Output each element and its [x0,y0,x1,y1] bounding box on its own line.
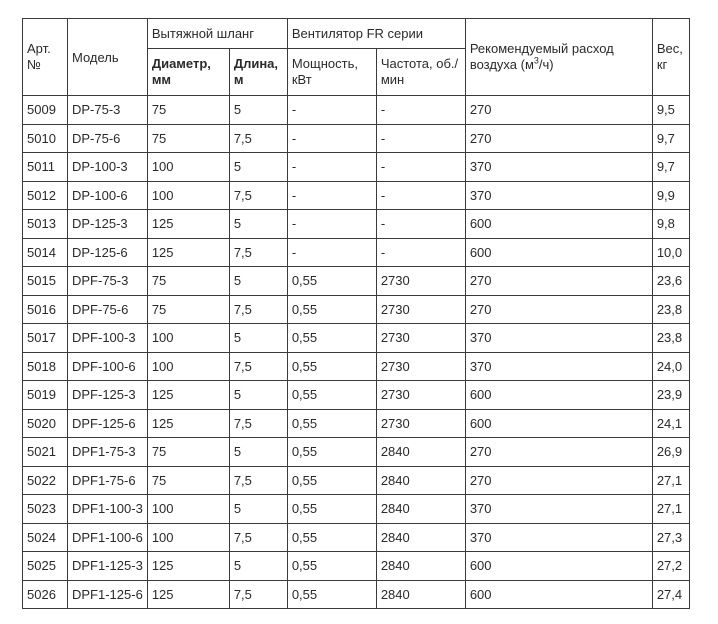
weight-cell: 9,8 [652,210,689,239]
header-airflow [465,19,652,96]
model-cell: DPF-100-3 [68,324,148,353]
table-header [23,19,690,96]
art-cell: 5012 [23,181,68,210]
length-cell: 5 [229,552,287,581]
diameter-cell: 100 [147,523,229,552]
art-cell: 5019 [23,381,68,410]
weight-cell: 9,5 [652,96,689,125]
header-art: Арт. № [23,19,68,96]
model-cell: DPF-125-6 [68,409,148,438]
table-row [23,438,690,467]
airflow-cell: 600 [465,580,652,609]
header-power: Мощность, кВт [287,49,376,96]
diameter-cell: 75 [147,124,229,153]
weight-cell: 23,8 [652,295,689,324]
power-cell: 0,55 [287,267,376,296]
model-cell: DP-100-6 [68,181,148,210]
header-frequency: Частота, об./мин [376,49,465,96]
weight-cell: 24,0 [652,352,689,381]
model-cell: DPF1-100-3 [68,495,148,524]
table-row [23,552,690,581]
table-row [23,495,690,524]
airflow-cell: 270 [465,438,652,467]
airflow-cell: 370 [465,495,652,524]
airflow-cell: 270 [465,124,652,153]
weight-cell: 9,7 [652,124,689,153]
power-cell: 0,55 [287,409,376,438]
frequency-cell: - [376,153,465,182]
airflow-cell: 370 [465,181,652,210]
airflow-cell: 270 [465,267,652,296]
length-cell: 7,5 [229,124,287,153]
diameter-cell: 125 [147,409,229,438]
diameter-cell: 75 [147,466,229,495]
frequency-cell: 2730 [376,352,465,381]
model-cell: DPF1-75-3 [68,438,148,467]
art-cell: 5010 [23,124,68,153]
weight-cell: 27,3 [652,523,689,552]
diameter-cell: 100 [147,153,229,182]
power-cell: - [287,238,376,267]
frequency-cell: - [376,124,465,153]
diameter-cell: 100 [147,324,229,353]
art-cell: 5011 [23,153,68,182]
table-row [23,523,690,552]
table-row [23,580,690,609]
airflow-cell: 270 [465,96,652,125]
table-row [23,409,690,438]
table-body [23,96,690,609]
model-cell: DP-100-3 [68,153,148,182]
weight-cell: 27,1 [652,495,689,524]
airflow-cell: 600 [465,409,652,438]
table-row [23,238,690,267]
power-cell: 0,55 [287,295,376,324]
power-cell: 0,55 [287,495,376,524]
weight-cell: 9,7 [652,153,689,182]
power-cell: 0,55 [287,580,376,609]
header-fan-group: Вентилятор FR серии [287,19,465,49]
frequency-cell: 2730 [376,295,465,324]
frequency-cell: 2840 [376,580,465,609]
frequency-cell: 2730 [376,324,465,353]
table-row [23,267,690,296]
header-airflow-prefix: Рекомендуемый расход воздуха (м [469,41,614,72]
frequency-cell: - [376,238,465,267]
header-model: Модель [68,19,148,96]
length-cell: 7,5 [229,295,287,324]
airflow-cell: 270 [465,466,652,495]
model-cell: DPF-125-3 [68,381,148,410]
art-cell: 5020 [23,409,68,438]
art-cell: 5024 [23,523,68,552]
weight-cell: 9,9 [652,181,689,210]
table-row [23,210,690,239]
length-cell: 5 [229,267,287,296]
diameter-cell: 75 [147,96,229,125]
diameter-cell: 75 [147,267,229,296]
table-row [23,153,690,182]
power-cell: 0,55 [287,324,376,353]
header-hose-group: Вытяжной шланг [147,19,287,49]
power-cell: 0,55 [287,552,376,581]
table-row [23,124,690,153]
airflow-cell: 370 [465,153,652,182]
art-cell: 5022 [23,466,68,495]
header-diameter: Диаметр, мм [147,49,229,96]
art-cell: 5021 [23,438,68,467]
model-cell: DPF1-125-6 [68,580,148,609]
weight-cell: 27,2 [652,552,689,581]
diameter-cell: 100 [147,495,229,524]
length-cell: 5 [229,381,287,410]
airflow-cell: 600 [465,552,652,581]
art-cell: 5013 [23,210,68,239]
art-cell: 5016 [23,295,68,324]
table-row [23,466,690,495]
length-cell: 5 [229,153,287,182]
header-length: Длина, м [229,49,287,96]
art-cell: 5026 [23,580,68,609]
power-cell: - [287,181,376,210]
model-cell: DP-75-6 [68,124,148,153]
airflow-cell: 370 [465,352,652,381]
table-row [23,324,690,353]
table-row [23,381,690,410]
length-cell: 5 [229,324,287,353]
model-cell: DP-125-6 [68,238,148,267]
weight-cell: 24,1 [652,409,689,438]
frequency-cell: - [376,181,465,210]
frequency-cell: 2840 [376,495,465,524]
frequency-cell: 2730 [376,381,465,410]
art-cell: 5023 [23,495,68,524]
header-weight: Вес, кг [652,19,689,96]
diameter-cell: 125 [147,552,229,581]
art-cell: 5017 [23,324,68,353]
table-row [23,295,690,324]
frequency-cell: 2840 [376,438,465,467]
frequency-cell: 2730 [376,267,465,296]
frequency-cell: 2840 [376,552,465,581]
model-cell: DPF-100-6 [68,352,148,381]
weight-cell: 10,0 [652,238,689,267]
airflow-cell: 600 [465,238,652,267]
frequency-cell: 2840 [376,466,465,495]
specs-table [22,18,690,609]
airflow-cell: 270 [465,295,652,324]
diameter-cell: 125 [147,210,229,239]
frequency-cell: 2730 [376,409,465,438]
art-cell: 5015 [23,267,68,296]
model-cell: DP-125-3 [68,210,148,239]
model-cell: DPF-75-3 [68,267,148,296]
header-row-1 [23,19,690,49]
power-cell: 0,55 [287,523,376,552]
art-cell: 5014 [23,238,68,267]
table-row [23,96,690,125]
frequency-cell: - [376,96,465,125]
frequency-cell: 2840 [376,523,465,552]
diameter-cell: 75 [147,438,229,467]
length-cell: 7,5 [229,352,287,381]
power-cell: 0,55 [287,466,376,495]
length-cell: 5 [229,438,287,467]
length-cell: 7,5 [229,181,287,210]
model-cell: DP-75-3 [68,96,148,125]
power-cell: - [287,153,376,182]
weight-cell: 26,9 [652,438,689,467]
table-row [23,352,690,381]
airflow-cell: 370 [465,523,652,552]
length-cell: 7,5 [229,409,287,438]
weight-cell: 23,6 [652,267,689,296]
power-cell: 0,55 [287,352,376,381]
weight-cell: 23,8 [652,324,689,353]
power-cell: - [287,124,376,153]
model-cell: DPF1-125-3 [68,552,148,581]
length-cell: 7,5 [229,466,287,495]
power-cell: - [287,210,376,239]
power-cell: 0,55 [287,381,376,410]
art-cell: 5025 [23,552,68,581]
diameter-cell: 100 [147,181,229,210]
power-cell: - [287,96,376,125]
art-cell: 5009 [23,96,68,125]
weight-cell: 27,4 [652,580,689,609]
diameter-cell: 100 [147,352,229,381]
weight-cell: 23,9 [652,381,689,410]
model-cell: DPF1-100-6 [68,523,148,552]
header-airflow-sup: 3 [533,55,539,66]
airflow-cell: 600 [465,210,652,239]
table-row [23,181,690,210]
frequency-cell: - [376,210,465,239]
diameter-cell: 75 [147,295,229,324]
length-cell: 5 [229,96,287,125]
length-cell: 5 [229,495,287,524]
art-cell: 5018 [23,352,68,381]
length-cell: 7,5 [229,580,287,609]
weight-cell: 27,1 [652,466,689,495]
airflow-cell: 600 [465,381,652,410]
diameter-cell: 125 [147,238,229,267]
length-cell: 7,5 [229,238,287,267]
length-cell: 7,5 [229,523,287,552]
length-cell: 5 [229,210,287,239]
header-airflow-suffix: /ч) [538,57,554,72]
model-cell: DPF-75-6 [68,295,148,324]
diameter-cell: 125 [147,580,229,609]
model-cell: DPF1-75-6 [68,466,148,495]
power-cell: 0,55 [287,438,376,467]
diameter-cell: 125 [147,381,229,410]
airflow-cell: 370 [465,324,652,353]
